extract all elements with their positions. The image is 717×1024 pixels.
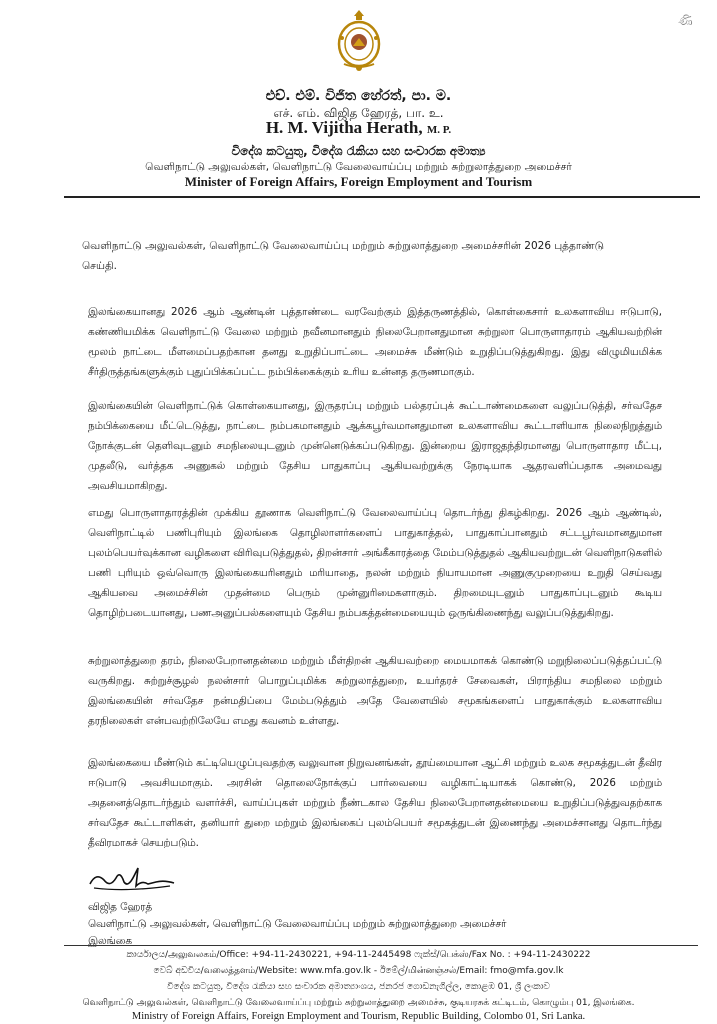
minister-name-sinhala: එච්. එම්. විජිත හේරත්, පා. ම. <box>265 88 452 104</box>
footer-address-english: Ministry of Foreign Affairs, Foreign Employment and Tourism, Republic Building, Colombo 01, Sri Lanka. <box>131 1011 586 1022</box>
minister-name-english <box>0 118 717 138</box>
body-paragraph-5: இலங்கையை மீண்டும் கட்டியெழுப்புவதற்கு வலுவான நிறுவனங்கள், தூய்மையான ஆட்சி மற்றும் உலக சமூகத்துடன் தீவிர ஈடுபாடு அவசியமாகும். அரசின் தொலைநோக்குப் பார்வையை வழிகாட்டியாகக் கொண்டு, 2026 மற்றும் அதனைத்தொடர்ந்தும் வளர்ச்சி, வாய்ப்புகள் மற்றும் நீண்டகால தேசிய நிலைபேறானதன்மையை உறுதிப்படுத்துவதற்காக சர்வதேச கூட்டாளிகள், தனியார் துறை மற்றும் இலங்கைப் புலம்பெயர் சமூகத்துடன் இணைந்து அமைச்சானது தொடர்ந்து தீவிரமாகச் செயற்படும். <box>88 757 662 850</box>
letter-title: வெளிநாட்டு அலுவல்கள், வெளிநாட்டு வேலைவாய்ப்பு மற்றும் சுற்றுலாத்துறை அமைச்சரின் 2026 புத்தாண்டு செய்தி. <box>82 240 605 272</box>
footer-web-line: වෙබ් අඩවිය/வலைத்தளம்/Website: www.mfa.gov.lk - ඊමේල්/மின்னஞ்சல்/Email: fmo@mfa.gov.lk <box>153 966 564 976</box>
signatory-country: இலங்கை <box>88 935 132 947</box>
header-divider <box>64 196 700 198</box>
body-paragraph-4: சுற்றுலாத்துறை தரம், நிலைபேறானதன்மை மற்றும் மீள்திறன் ஆகியவற்றை மையமாகக் கொண்டு மறுநிலைப்படுத்தப்பட்டு வருகிறது. சுற்றுச்சூழல் நலன்சார் பொறுப்புமிக்க சுற்றுலாத்துறை, உயர்தரச் சேவைகள், பிராந்திய சமநிலை மற்றும் இலங்கையின் சர்வதேச நன்மதிப்பை மேம்படுத்தும் அதே வேளையில் சமூகங்களைப் பாதுகாக்கும் உலகளாவிய தரநிலைகள் என்பவற்றிலேயே எமது கவனம் உள்ளது. <box>88 655 662 728</box>
minister-name-english-text: H. M. Vijitha Herath, <box>265 118 423 137</box>
minister-name-tamil: எச். எம். விஜித ஹேரத், பா. உ. <box>273 106 444 120</box>
minister-name-english-suffix: M. P. <box>426 124 452 136</box>
ministry-title-tamil: வெளிநாட்டு அலுவல்கள், வெளிநாட்டு வேலைவாய்ப்பு மற்றும் சுற்றுலாத்துறை அமைச்சர் <box>145 161 572 173</box>
body-paragraph-3: எமது பொருளாதாரத்தின் முக்கிய தூணாக வெளிநாட்டு வேலைவாய்ப்பு தொடர்ந்து திகழ்கிறது. 2026 ஆம் ஆண்டில், வெளிநாட்டில் பணிபுரியும் இலங்கை தொழிலாளர்களைப் பாதுகாத்தல், பாதுகாப்பானதும் சட்டபூர்வமானதுமான புலம்பெயர்வுக்கான வழிகளை விரிவுபடுத்துதல், திறன்சார் அங்கீகாரத்தை மேம்படுத்துதல் ஆகியவற்றுடன் வெளிநாடுகளில் பணி புரியும் ஒவ்வொரு இலங்கையரினதும் மரியாதை, நலன் மற்றும் நியாயமான அணுகுமுறையை உறுதி செய்வது ஆகியவை அமைச்சின் முதன்மை பெரும் முன்னுரிமைகளாகும். திறமையுடனும் பாதுகாப்புடனும் கூடிய தொழிற்படையானது, பணஅனுப்பல்களையும் தேசிய நம்பகத்தன்மையையும் ஒருங்கிணைந்து வலுப்படுத்துகிறது. <box>88 507 662 620</box>
ministry-title-sinhala: විදේශ කටයුතු, විදේශ රැකියා සහ සංචාරක අමාත්‍ය <box>231 144 486 158</box>
signature-block <box>88 899 506 950</box>
handwritten-corner-mark: ණි <box>678 14 693 29</box>
footer-address-tamil: வெளிநாட்டு அலுவல்கள், வெளிநாட்டு வேலைவாய்ப்பு மற்றும் சுற்றுலாத்துறை அமைச்சு, குடியரசுக் கட்டிடம், கொழும்பு 01, இலங்கை. <box>82 998 635 1008</box>
ministry-title-english: Minister of Foreign Affairs, Foreign Employment and Tourism <box>184 174 533 189</box>
footer-divider <box>64 945 698 946</box>
handwritten-signature <box>86 858 186 898</box>
footer-contact-line: කාර්යාලය/அலுவலகம்/Office: +94-11-2430221, +94-11-2445498 ෆැක්ස්/பெக்ஸ்/Fax No. : +94-11-2430222 <box>126 950 591 960</box>
signatory-title: வெளிநாட்டு அலுவல்கள், வெளிநாட்டு வேலைவாய்ப்பு மற்றும் சுற்றுலாத்துறை அமைச்சர் <box>88 918 507 930</box>
body-paragraph-1: இலங்கையானது 2026 ஆம் ஆண்டின் புத்தாண்டை வரவேற்கும் இத்தருணத்தில், கொள்கைசார் உலகளாவிய ஈடுபாடு, கண்ணியமிக்க வெளிநாட்டு வேலை மற்றும் நவீனமானதும் நிலைபேறானதுமான சுற்றுலா பொருளாதாரம் ஆகியவற்றின் மூலம் நாட்டை மீளமைப்பதற்கான தனது உறுதிப்பாட்டை அமைச்சு மீண்டும் உறுதிப்படுத்துகிறது. இது விழுமியமிக்க சீர்திருத்தங்களுக்கும் புதுப்பிக்கப்பட்ட நம்பிக்கைக்கும் உரிய உன்னத தருணமாகும். <box>88 306 662 379</box>
sri-lanka-national-emblem-icon <box>334 8 384 74</box>
footer-address-sinhala: විදේශ කටයුතු, විදේශ රැකියා සහ සංචාරක අමාත්‍යාංශය, ජනරජ ගොඩනැගිල්ල, කොළඹ 01, ශ්‍රී ලංකාව <box>166 982 551 992</box>
signatory-name: விஜித ஹேரத் <box>88 901 153 913</box>
body-paragraph-2: இலங்கையின் வெளிநாட்டுக் கொள்கையானது, இருதரப்பு மற்றும் பல்தரப்புக் கூட்டாண்மைகளை வலுப்படுத்தி, சர்வதேச நம்பிக்கையை மீட்டெடுத்து, நாட்டை நம்பகமானதும் ஆக்கபூர்வமானதுமான உலகளாவிய கூட்டாளியாக நிலைநிறுத்தும் நோக்குடன் தெளிவுடனும் சமநிலையுடனும் முன்னெடுக்கப்படுகிறது. இன்றைய இராஜதந்திரமானது பொருளாதார மீட்பு, முதலீடு, வர்த்தக அணுகல் மற்றும் தேசிய பாதுகாப்பு ஆகியவற்றுக்கு நேரடியாக ஆதரவளிப்பதாக அமைவது அவசியமாகிறது. <box>88 400 662 493</box>
